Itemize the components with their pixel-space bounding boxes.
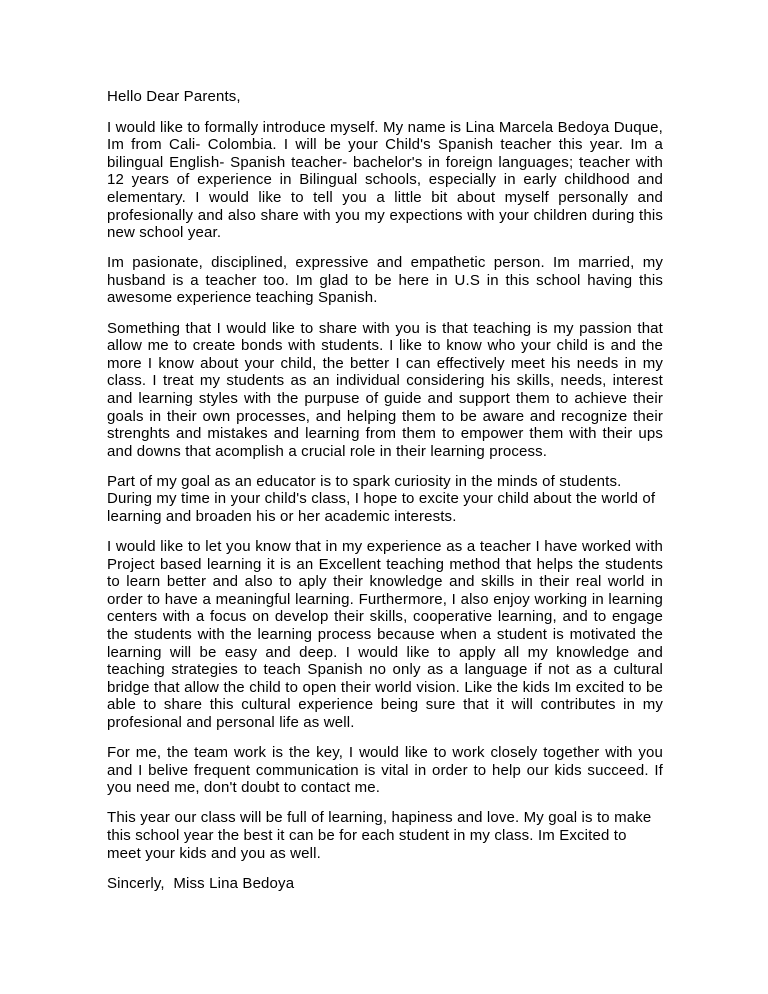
letter-signature: Sincerly, Miss Lina Bedoya [107,874,295,892]
paragraph-teamwork: For me, the team work is the key, I would like to work closely together with you and I belive frequent communication is vital in order to help our kids succeed. If you need me, don't doubt to contact me. [107,744,668,797]
letter-body [107,88,668,892]
paragraph-teaching-experience: I would like to let you know that in my experience as a teacher I have worked with Project based learning it is an Excellent teaching method that helps the students to learn better and also to aply their knowledge and skills in their real world in order to have a meaningful learning. Furthermore, I also enjoy working in learning centers with a focus on develop their skills, cooperative learning, and to engage the students with the learning process because when a student is motivated the learning will be easy and deep. I would like to apply all my knowledge and teaching strategies to teach Spanish no only as a language if not as a cultural bridge that allow the child to open their world vision. Like the kids Im excited to be able to share this cultural experience being sure that it will contributes in my profesional and personal life as well. [107,538,668,731]
paragraph-closing-wishes: This year our class will be full of learning, hapiness and love. My goal is to make this school year the best it can be for each student in my class. Im Excited to meet your kids and you as well. [107,809,656,862]
paragraph-personal-traits: Im pasionate, disciplined, expressive and empathetic person. Im married, my husband is a teacher too. Im glad to be here in U.S in this school having this awesome experience teaching Spanish. [107,254,668,307]
paragraph-educator-goal: Part of my goal as an educator is to spark curiosity in the minds of students. During my time in your child's class, I hope to excite your child about the world of learning and broaden his or her academic interests. [107,472,660,525]
letter-salutation: Hello Dear Parents, [107,88,241,105]
paragraph-introduction: I would like to formally introduce myself. My name is Lina Marcela Bedoya Duque, Im from Cali- Colombia. I will be your Child's Spanish teacher this year. Im a bilingual English- Spanish teacher- bachelor's in foreign languages; teacher with 12 years of experience in Bilingual schools, especially in early childhood and elementary. I would like to tell you a little bit about myself personally and profesionally and also share with you my expections with your children during this new school year. [107,118,668,242]
paragraph-teaching-passion: Something that I would like to share with you is that teaching is my passion that allow me to create bonds with students. I like to know who your child is and the more I know about your child, the better I can effectively meet his needs in my class. I treat my students as an individual considering his skills, needs, interest and learning styles with the purpuse of guide and support them to achieve their goals in their own processes, and helping them to be aware and recognize their strenghts and mistakes and learning from them to empower them with their ups and downs that acomplish a crucial role in their learning process. [107,319,668,460]
